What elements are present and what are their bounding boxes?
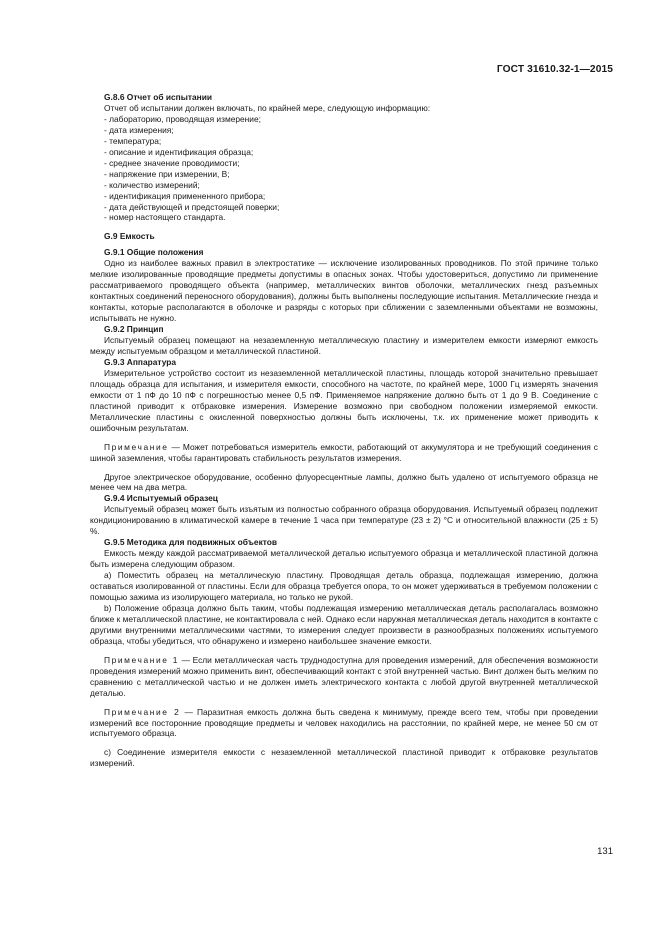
- section-g93-title: G.9.3 Аппаратура: [104, 356, 177, 367]
- section-g95-note2: [90, 707, 598, 740]
- list-item: - идентификация примененного прибора;: [104, 190, 266, 201]
- section-g9-title: G.9 Емкость: [104, 231, 155, 242]
- section-g94-text: Испытуемый образец может быть изъятым из полностью собранного образца оборудования. Испытуемый образец подлежит кондиционированию в климатической камере в течение 1 часа при температуре (23 ± 2) °С и относительной влажности (25 ± 5) %.: [90, 504, 598, 537]
- section-g95-item-c: с) Соединение измерителя емкости с незаземленной металлической пластиной приводит к отбраковке результатов измерений.: [90, 747, 598, 769]
- section-g95-note1: [90, 655, 598, 699]
- section-g95-title: G.9.5 Методика для подвижных объектов: [104, 537, 278, 548]
- section-g94-title: G.9.4 Испытуемый образец: [104, 493, 218, 504]
- section-g95-item-a: а) Поместить образец на металлическую пластину. Проводящая деталь образца, подлежащая измерению, должна оставаться изолированной от пластины. Если для образца требуется опора, то он может удерживаться в требуемом положении с помощью зажима из изолирующего материала, но только не рукой.: [90, 570, 598, 602]
- section-g95-item-b: b) Положение образца должно быть таким, чтобы подлежащая измерению металлическая деталь располагалась возможно ближе к металлической пластине, не контактировала с ней. Однако если наружная металлическая деталь находится в контакте с другими внутренними металлическими частями, то измерения следует произвести в разнообразных положениях испытуемого образца, чтобы убедиться, что обнаружено и измерено наибольшее значение емкости.: [90, 602, 598, 646]
- list-item: - лабораторию, проводящая измерение;: [104, 113, 261, 124]
- note-label: Примечание 2: [104, 706, 181, 717]
- note-text: — Может потребоваться измеритель емкости, работающий от аккумулятора и не требующий соединения с шиной заземления, чтобы гарантировать стабильность результатов измерения.: [90, 441, 598, 463]
- section-g91-text: Одно из наиболее важных правил в электростатике — исключение изолированных проводников. По этой причине только мелкие изолированные проводящие предметы допустимы в опасных зонах. Чтобы удостовериться, допустимо ли применение рассматриваемого проводящего объекта (например, металлических винтов оболочки, металлических гнезд разъемных контактных соединений переносного оборудования), должны быть выполнены последующие испытания. Металлические гнезда и контакты, которые располагаются в оболочке и разряды с которых при сближении с заземленными объектами не возможны, испытывать не нужно.: [90, 258, 598, 324]
- section-g92-text: Испытуемый образец помещают на незаземленную металлическую пластину и измерителем емкости измеряют емкость между испытуемым образцом и металлической пластиной.: [90, 335, 598, 356]
- section-g95-text: Емкость между каждой рассматриваемой металлической деталью испытуемого образца и металлической пластиной должна быть измерена следующим образом.: [90, 548, 598, 570]
- list-item: - температура;: [104, 135, 162, 146]
- list-item: - дата измерения;: [104, 124, 174, 135]
- page-number: 131: [597, 846, 613, 857]
- section-g93-note: [90, 442, 598, 464]
- list-item: - количество измерений;: [104, 179, 200, 190]
- section-g86-intro: Отчет об испытании должен включать, по крайней мере, следующую информацию:: [104, 102, 431, 113]
- section-g86-title: G.8.6 Отчет об испытании: [104, 92, 213, 102]
- section-g92-title: G.9.2 Принцип: [104, 324, 164, 335]
- note-text: — Если металлическая часть труднодоступна для проведения измерений, для обеспечения возможности проведения измерений можно применить винт, обеспечивающий контакт с этой внутренней частью. Винт должен быть мелким по сравнению с металлической частью и не должен иметь электрического контакта с любой другой внутренней металлической деталью.: [90, 654, 598, 698]
- list-item: - дата действующей и предстоящей поверки;: [104, 201, 280, 212]
- page-content: [90, 92, 598, 769]
- note-label: Примечание 1: [104, 654, 179, 665]
- note-text: — Паразитная емкость должна быть сведена к минимуму, прежде всего тем, чтобы при проведении измерений все посторонние проводящие предметы и человек находились на расстоянии, по крайней мере, не менее 50 см от испытуемого образца.: [90, 706, 598, 739]
- list-item: - напряжение при измерении, В;: [104, 168, 230, 179]
- list-item: - среднее значение проводимости;: [104, 157, 240, 168]
- note-label: Примечание: [104, 441, 169, 452]
- list-item: - описание и идентификация образца;: [104, 146, 254, 157]
- list-item: - номер настоящего стандарта.: [104, 212, 226, 223]
- section-g91-title: G.9.1 Общие положения: [104, 247, 204, 258]
- standard-header: ГОСТ 31610.32-1—2015: [496, 64, 613, 75]
- report-items-list: [90, 114, 598, 224]
- section-g93-extra: Другое электрическое оборудование, особенно флуоресцентные лампы, должно быть удалено от испытуемого образца не менее чем на два метра.: [90, 471, 598, 493]
- section-g93-text: Измерительное устройство состоит из незаземленной металлической пластины, площадь которой значительно превышает площадь образца для испытания, и измерителя емкости, способного на частоте, по крайней мере, 1000 Гц измерять значения емкости от 1 пФ до 10 пФ с погрешностью менее 0,5 пФ. Применяемое напряжение должно быть от 1 до 9 В. Соединение с пластиной приводит к отбраковке измерения. Измерение возможно при свободном положении измеряемой емкости. Металлические пластины с окисленной поверхностью должны быть исключены, т.к. их применение может приводить к ошибочным результатам.: [90, 367, 598, 433]
